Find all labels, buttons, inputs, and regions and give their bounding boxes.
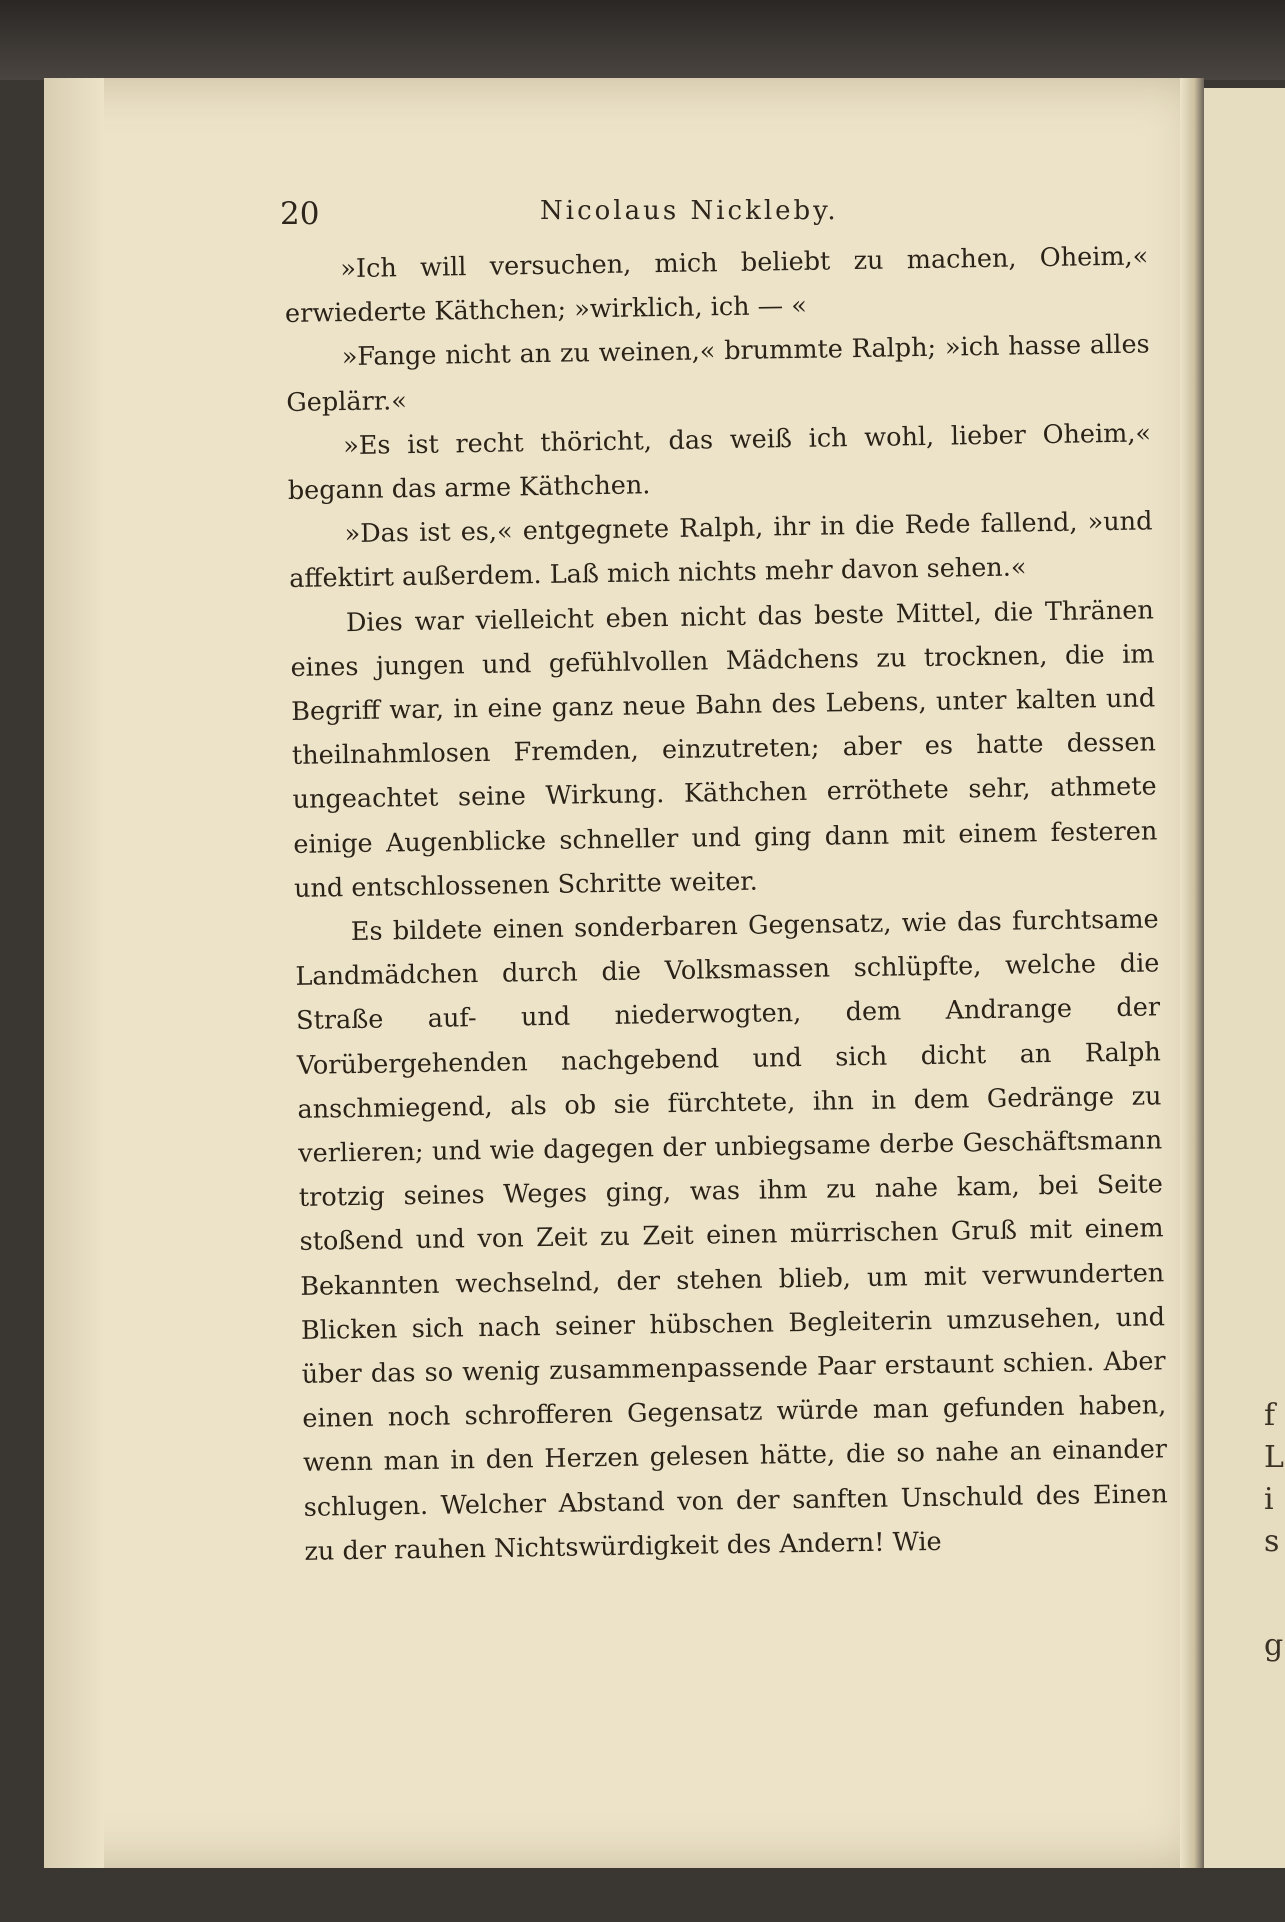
paragraph: Dies war vielleicht eben nicht das beste Mittel, die Thränen eines jungen und gefühlvollen Mädchens zu trocknen, die im Begriff war, in eine ganz neue Bahn des Lebens, unter kalten und theilnahmlosen Fremden, einzutreten; aber es hatte dessen ungeachtet seine Wirkung. Käthchen erröthete sehr, athmete einige Augenblicke schneller und ging dann mit einem festeren und entschlossenen Schritte weiter. xyxy=(290,595,1158,904)
next-page-fragment: L xyxy=(1264,1440,1284,1475)
next-page-fragment: f xyxy=(1264,1398,1276,1433)
page-left-edge xyxy=(44,78,104,1868)
next-page-fragment: s xyxy=(1264,1524,1280,1559)
next-page-fragment: g xyxy=(1264,1628,1284,1663)
book-gutter xyxy=(1180,78,1204,1868)
paragraph: Es bildete einen sonderbaren Gegensatz, wie das furchtsame Landmädchen durch die Volksmassen schlüpfte, welche die Straße auf- und niederwogten, dem Andrange der Vorübergehenden nachgebend und sich dicht an Ralph anschmiegend, als ob sie fürchtete, ihn in dem Gedränge zu verlieren; und wie dagegen der unbiegsame derbe Geschäftsmann trotzig seines Weges ging, was ihm zu nahe kam, bei Seite stoßend und von Zeit zu Zeit einen mürrischen Gruß mit einem Bekannten wechselnd, der stehen blieb, um mit verwunderten Blicken sich nach seiner hübschen Begleiterin umzusehen, und über das so wenig zusammenpassende Paar erstaunt schien. Aber einen noch schrofferen Gegensatz würde man gefunden haben, wenn man in den Herzen gelesen hätte, die so nahe an einander schlugen. Welcher Abstand von der sanften Unschuld des Einen zu der rauhen Nichtswürdigkeit des Andern! Wie xyxy=(295,904,1168,1567)
paragraph: »Fange nicht an zu weinen,« brummte Ralph; »ich hasse alles Geplärr.« xyxy=(286,329,1150,418)
book-cover-top xyxy=(0,0,1285,80)
page-number: 20 xyxy=(280,196,320,232)
paragraph: »Das ist es,« entgegnete Ralph, ihr in die Rede fallend, »und affektirt außerdem. Laß mich nichts mehr davon sehen.« xyxy=(288,506,1153,595)
body-text xyxy=(284,234,1169,1574)
running-title: Nicolaus Nickleby. xyxy=(540,196,839,226)
next-page-edge xyxy=(1204,88,1285,1868)
paragraph: »Ich will versuchen, mich beliebt zu machen, Oheim,« erwiederte Käthchen; »wirklich, ich — « xyxy=(284,241,1149,330)
next-page-fragment: i xyxy=(1264,1482,1274,1517)
paragraph: »Es ist recht thöricht, das weiß ich wohl, lieber Oheim,« begann das arme Käthchen. xyxy=(287,418,1152,506)
page-header xyxy=(280,196,1160,236)
